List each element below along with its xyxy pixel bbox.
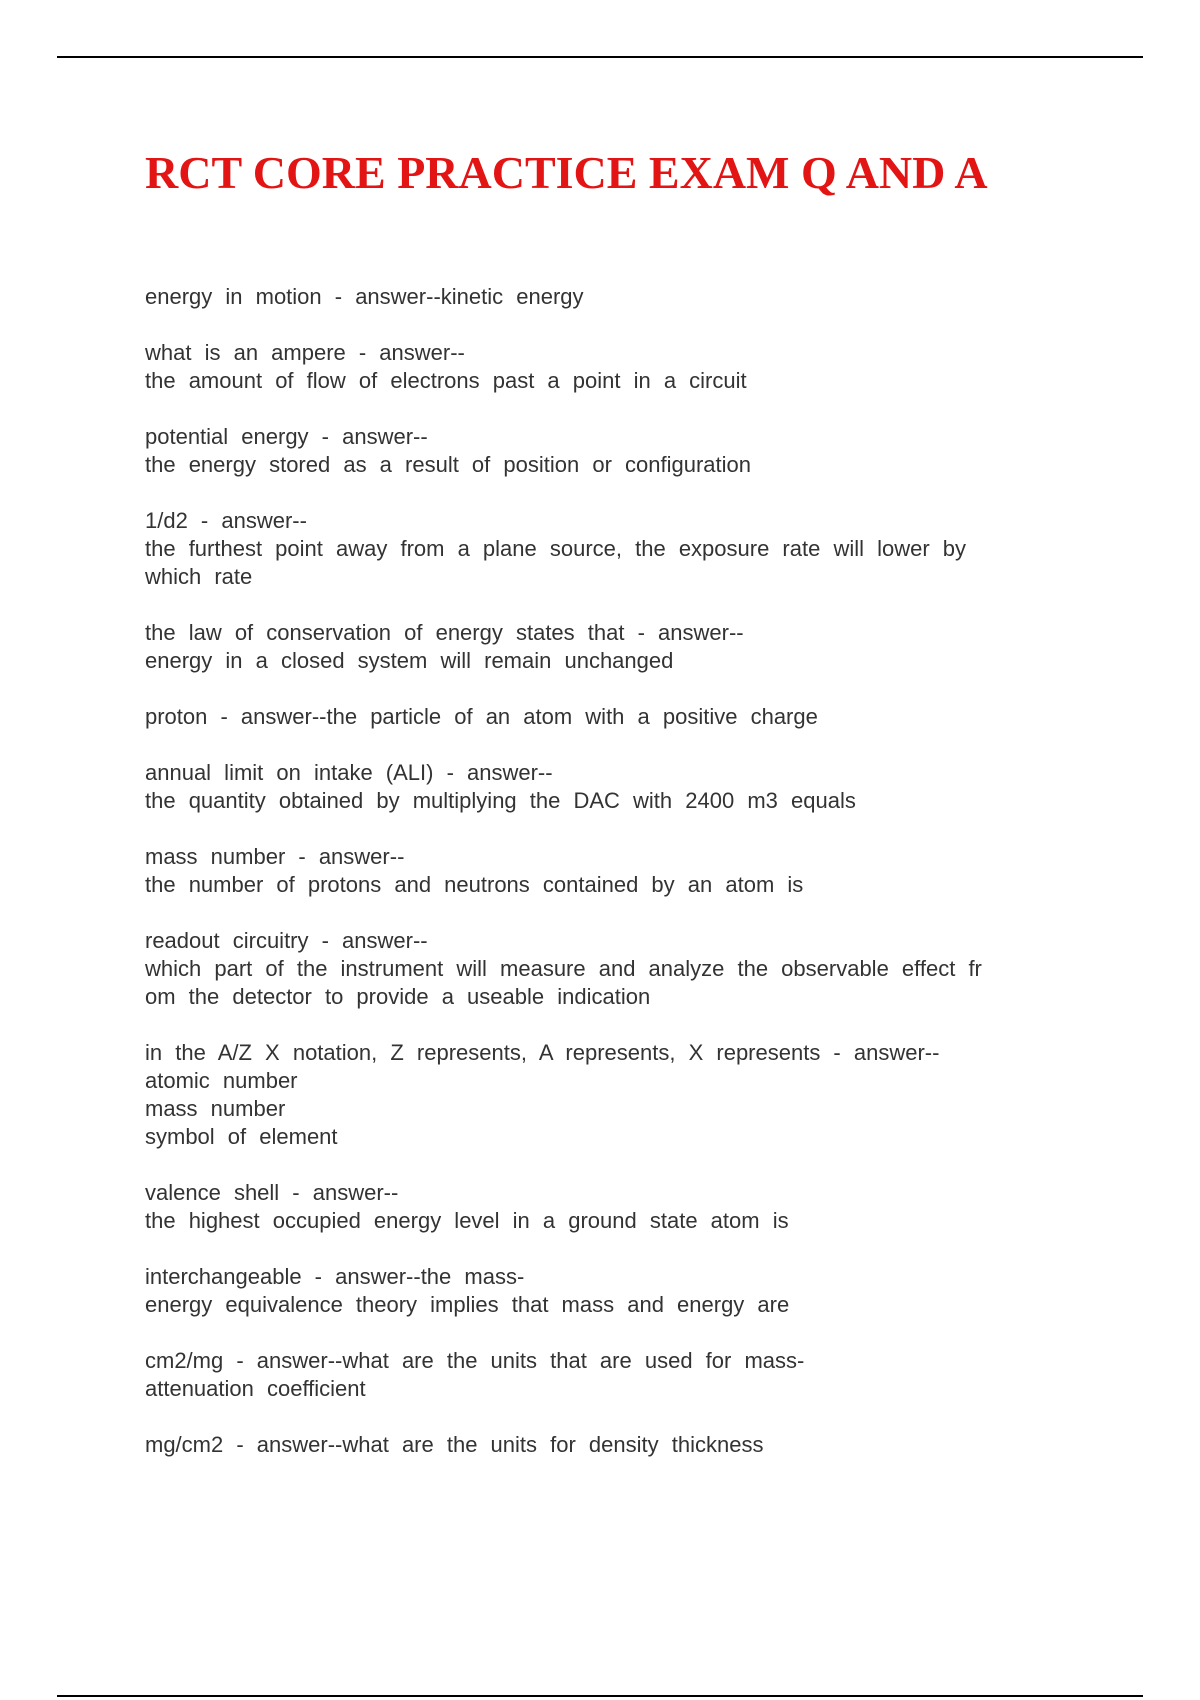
qa-line: the quantity obtained by multiplying the DAC with 2400 m3 equals (145, 788, 856, 813)
qa-line: which rate (145, 564, 253, 589)
qa-line: the law of conservation of energy states that - answer-- (145, 620, 744, 645)
qa-item (145, 507, 1055, 591)
qa-item (145, 927, 1055, 1011)
qa-line: the number of protons and neutrons contained by an atom is (145, 872, 804, 897)
qa-line: the amount of flow of electrons past a point in a circuit (145, 368, 747, 393)
qa-line: symbol of element (145, 1124, 338, 1149)
qa-line: readout circuitry - answer-- (145, 928, 428, 953)
qa-line: energy in motion - answer--kinetic energy (145, 284, 584, 309)
qa-line: potential energy - answer-- (145, 424, 428, 449)
qa-line: the energy stored as a result of position or configuration (145, 452, 751, 477)
qa-line: in the A/Z X notation, Z represents, A represents, X represents - answer-- (145, 1040, 940, 1065)
qa-line: mass number - answer-- (145, 844, 405, 869)
qa-line: the highest occupied energy level in a ground state atom is (145, 1208, 789, 1233)
qa-line: proton - answer--the particle of an atom with a positive charge (145, 704, 818, 729)
qa-line: the furthest point away from a plane source, the exposure rate will lower by (145, 536, 967, 561)
qa-line: cm2/mg - answer--what are the units that are used for mass- (145, 1348, 805, 1373)
qa-line: mg/cm2 - answer--what are the units for density thickness (145, 1432, 764, 1457)
qa-line: atomic number (145, 1068, 298, 1093)
qa-item (145, 619, 1055, 675)
qa-item (145, 1347, 1055, 1403)
qa-item (145, 1431, 1055, 1459)
qa-line: 1/d2 - answer-- (145, 508, 307, 533)
qa-line: annual limit on intake (ALI) - answer-- (145, 760, 553, 785)
qa-item (145, 423, 1055, 479)
qa-line: attenuation coefficient (145, 1376, 366, 1401)
qa-line: what is an ampere - answer-- (145, 340, 465, 365)
qa-item (145, 1039, 1055, 1151)
qa-line: valence shell - answer-- (145, 1180, 399, 1205)
qa-line: which part of the instrument will measure and analyze the observable effect fr (145, 956, 982, 981)
qa-item (145, 339, 1055, 395)
top-rule (57, 56, 1143, 58)
qa-line: energy in a closed system will remain unchanged (145, 648, 674, 673)
qa-item (145, 703, 1055, 731)
qa-item (145, 1263, 1055, 1319)
qa-line: mass number (145, 1096, 286, 1121)
qa-line: interchangeable - answer--the mass- (145, 1264, 525, 1289)
qa-item (145, 843, 1055, 899)
bottom-rule (57, 1695, 1143, 1697)
qa-item (145, 759, 1055, 815)
qa-line: om the detector to provide a useable indication (145, 984, 651, 1009)
page-title: RCT CORE PRACTICE EXAM Q AND A (145, 147, 988, 198)
qa-line: energy equivalence theory implies that mass and energy are (145, 1292, 790, 1317)
qa-item (145, 1179, 1055, 1235)
qa-list (145, 283, 1055, 1487)
qa-item (145, 283, 1055, 311)
